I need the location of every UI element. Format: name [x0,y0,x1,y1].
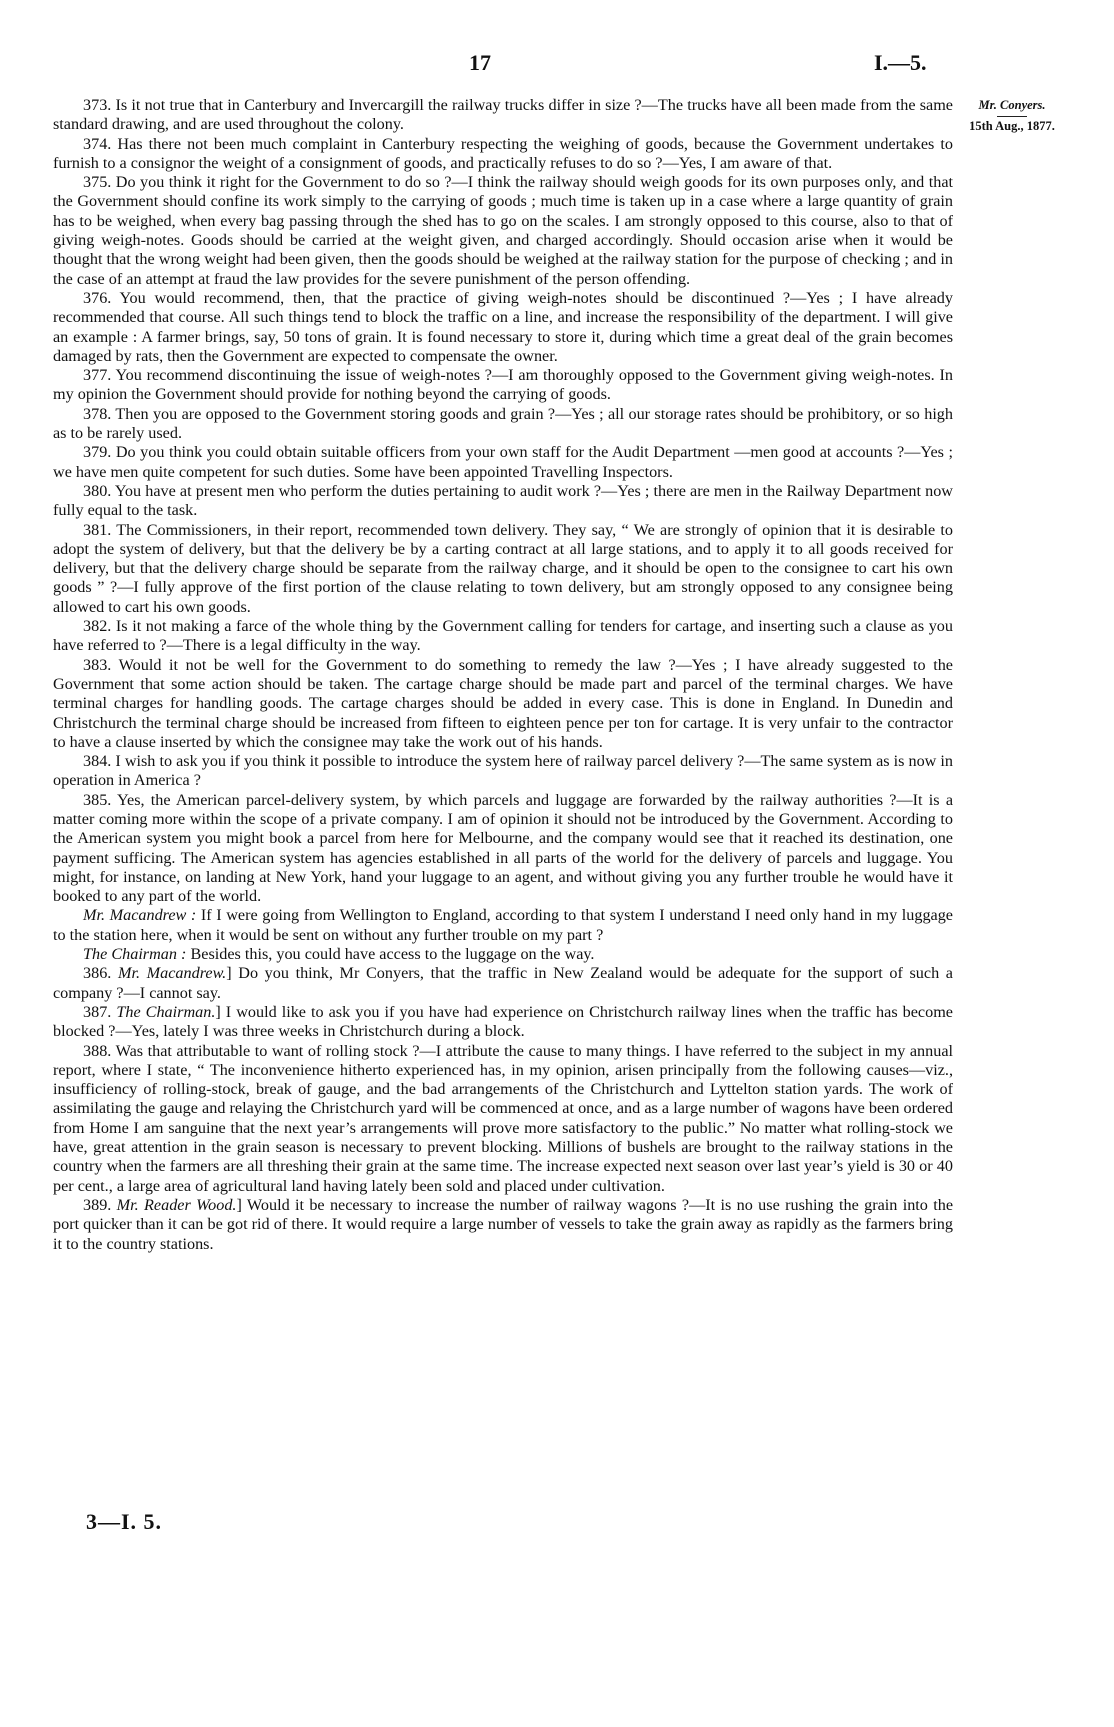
speaker-chairman: The Chairman : [83,945,187,964]
paragraph-382: 382. Is it not making a farce of the whole thing by the Government calling for tenders for cartage, and inserting such a clause as you have referred to ?—There is a legal difficulty in the way. [53,617,953,655]
paragraph-387 [53,1003,953,1042]
evidence-body [53,96,953,1254]
paragraph-385: 385. Yes, the American parcel-delivery system, by which parcels and luggage are forwarded by the railway authorities ?—It is a matter coming more within the scope of a private company. I am of opinion it should not be introduced by the Government. According to the American system you might book a parcel from here for Melbourne, and the company would see that it reached its destination, one payment sufficing. The American system has agencies established in all parts of the world for the delivery of parcels and luggage. You might, for instance, on landing at New York, hand your luggage to an agent, and without giving you any further trouble he would have it booked to any part of the world. [53,790,953,906]
page-number: 17 [469,50,491,75]
q386-number: 386. [83,964,118,983]
paragraph-380: 380. You have at present men who perform the duties pertaining to audit work ?—Yes ; there are men in the Railway Department now fully equal to the task. [53,481,953,520]
paragraph-375: 375. Do you think it right for the Government to do so ?—I think the railway should weigh goods for its own purposes only, and that the Government should confine its work simply to the carrying of goods ; much time is taken up in a case where a large quantity of grain has to be weighed, when every bag passing through the shed has to go on the scales. I am strongly opposed to this course, also to that of giving weigh-notes. Goods should be carried at the weight given, and charged accordingly. Should occasion arise when it would be thought that the wrong weight had been given, then the goods should be weighed at the railway station for the purpose of checking ; and in the case of an attempt at fraud the law provides for the severe punishment of the person offending. [53,173,953,288]
paragraph-374: 374. Has there not been much complaint in Canterbury respecting the weighing of goods, because the Government undertakes to furnish to a consignor the weight of a consignment of goods, and practically refuses to do so ?—Yes, I am aware of that. [53,134,953,172]
margin-witness-name: Mr. Conyers. [978,98,1046,112]
paragraph-381: 381. The Commissioners, in their report, recommended town delivery. They say, “ We are strongly of opinion that it is desirable to adopt the system of delivery, but that the delivery be by a carting contract at all large stations, and to apply it to all goods received for delivery, but that the delivery charge should be separate from the railway charge, and it should be open to the consignee to cart his own goods ” ?—I fully approve of the first portion of the clause relating to town delivery, but am strongly opposed to any consignee being allowed to cart his own goods. [53,520,953,616]
paragraph-379: 379. Do you think you could obtain suitable officers from your own staff for the Audit Department —men good at accounts ?—Yes ; we have men quite competent for such duties. Some have been appointed Travelling Inspectors. [53,443,953,481]
speaker-macandrew: Mr. Macandrew : [83,906,197,925]
paragraph-388: 388. Was that attributable to want of rolling stock ?—I attribute the cause to many things. I have referred to the subject in my annual report, where I state, “ The inconvenience hitherto experienced has, in my opinion, arisen principally from the following causes—viz., insufficiency of rolling-stock, break of gauge, and the bad arrangements of the Christchurch and Lyttelton station yards. The work of assimilating the gauge and relaying the Christchurch yard will be commenced at once, and as a large number of wagons have been ordered from Home I am sanguine that the next year’s arrangements will prove more satisfactory to the public.” No matter what rolling-stock we have, great attention in the grain season is necessary to prevent blocking. Millions of bushels are brought to the railway stations in the country when the farmers are all threshing their grain at the same time. The increase expected next season over last year’s yield is 30 or 40 per cent., a large area of agricultural land having lately been sold and placed under cultivation. [53,1041,953,1195]
margin-date: 15th Aug., 1877. [969,119,1055,133]
paragraph-373: 373. Is it not true that in Canterbury and Invercargill the railway trucks differ in size ?—The trucks have all been made from the same standard drawing, and are used throughout the colony. [53,96,953,134]
q386-speaker: Mr. Macandrew. [117,964,227,983]
paragraph-376: 376. You would recommend, then, that the practice of giving weigh-notes should be discontinued ?—Yes ; I have already recommended that course. All such things tend to block the traffic on a line, and increase the responsibility of the department. I will give an example : A farmer brings, say, 50 tons of grain. It is found necessary to store it, during which time a great deal of the grain becomes damaged by rats, then the Government are expected to compensate the owner. [53,288,953,365]
chairman-remark: Besides this, you could have access to the luggage on the way. [186,945,595,964]
signature-mark: 3—I. 5. [86,1509,163,1534]
paragraph-384: 384. I wish to ask you if you think it possible to introduce the system here of railway parcel delivery ?—The same system as is now in operation in America ? [53,752,953,790]
paper-reference: I.—5. [874,50,927,75]
q387-number: 387. [83,1002,117,1021]
q387-text: ] I would like to ask you if you have had experience on Christchurch railway lines when the traffic has become blocked ?—Yes, lately I was three weeks in Christchurch during a block. [53,1002,953,1041]
margin-rule [997,116,1027,117]
paragraph-378: 378. Then you are opposed to the Government storing goods and grain ?—Yes ; all our storage rates should be prohibitory, or so high as to be rarely used. [53,404,953,443]
q389-text: ] Would it be necessary to increase the number of railway wagons ?—It is no use rushing the grain into the port quicker than it can be got rid of there. It would require a large number of vessels to take the grain away as rapidly as the farmers bring it to the country stations. [53,1195,954,1253]
q386-text: ] Do you think, Mr Conyers, that the traffic in New Zealand would be adequate for the support of such a company ?—I cannot say. [53,964,953,1002]
q389-number: 389. [83,1195,117,1214]
paragraph-383: 383. Would it not be well for the Government to do something to remedy the law ?—Yes ; I have already suggested to the Government that some action should be taken. The cartage charge should be made part and parcel of the terminal charges. We have terminal charges for handling goods. The cartage charges should be added in every case. This is done in England. In Dunedin and Christchurch the terminal charge should be increased from fifteen to eighteen pence per ton for cartage. It is very unfair to the contractor to have a clause inserted by which the consignee may take the work out of his hands. [53,655,953,751]
paragraph-389 [53,1196,953,1254]
q387-speaker: The Chairman. [116,1002,216,1021]
q389-speaker: Mr. Reader Wood. [116,1195,237,1214]
paragraph-chairman [53,945,953,964]
macandrew-remark: If I were going from Wellington to England, according to that system I understand I need only hand in my luggage to the station here, when it would be sent on without any further trouble on my part ? [53,906,953,944]
paragraph-377: 377. You recommend discontinuing the issue of weigh-notes ?—I am thoroughly opposed to the Government giving weigh-notes. In my opinion the Government should provide for nothing beyond the carrying of goods. [53,366,953,404]
paragraph-386 [53,964,953,1003]
paragraph-macandrew [53,906,953,945]
